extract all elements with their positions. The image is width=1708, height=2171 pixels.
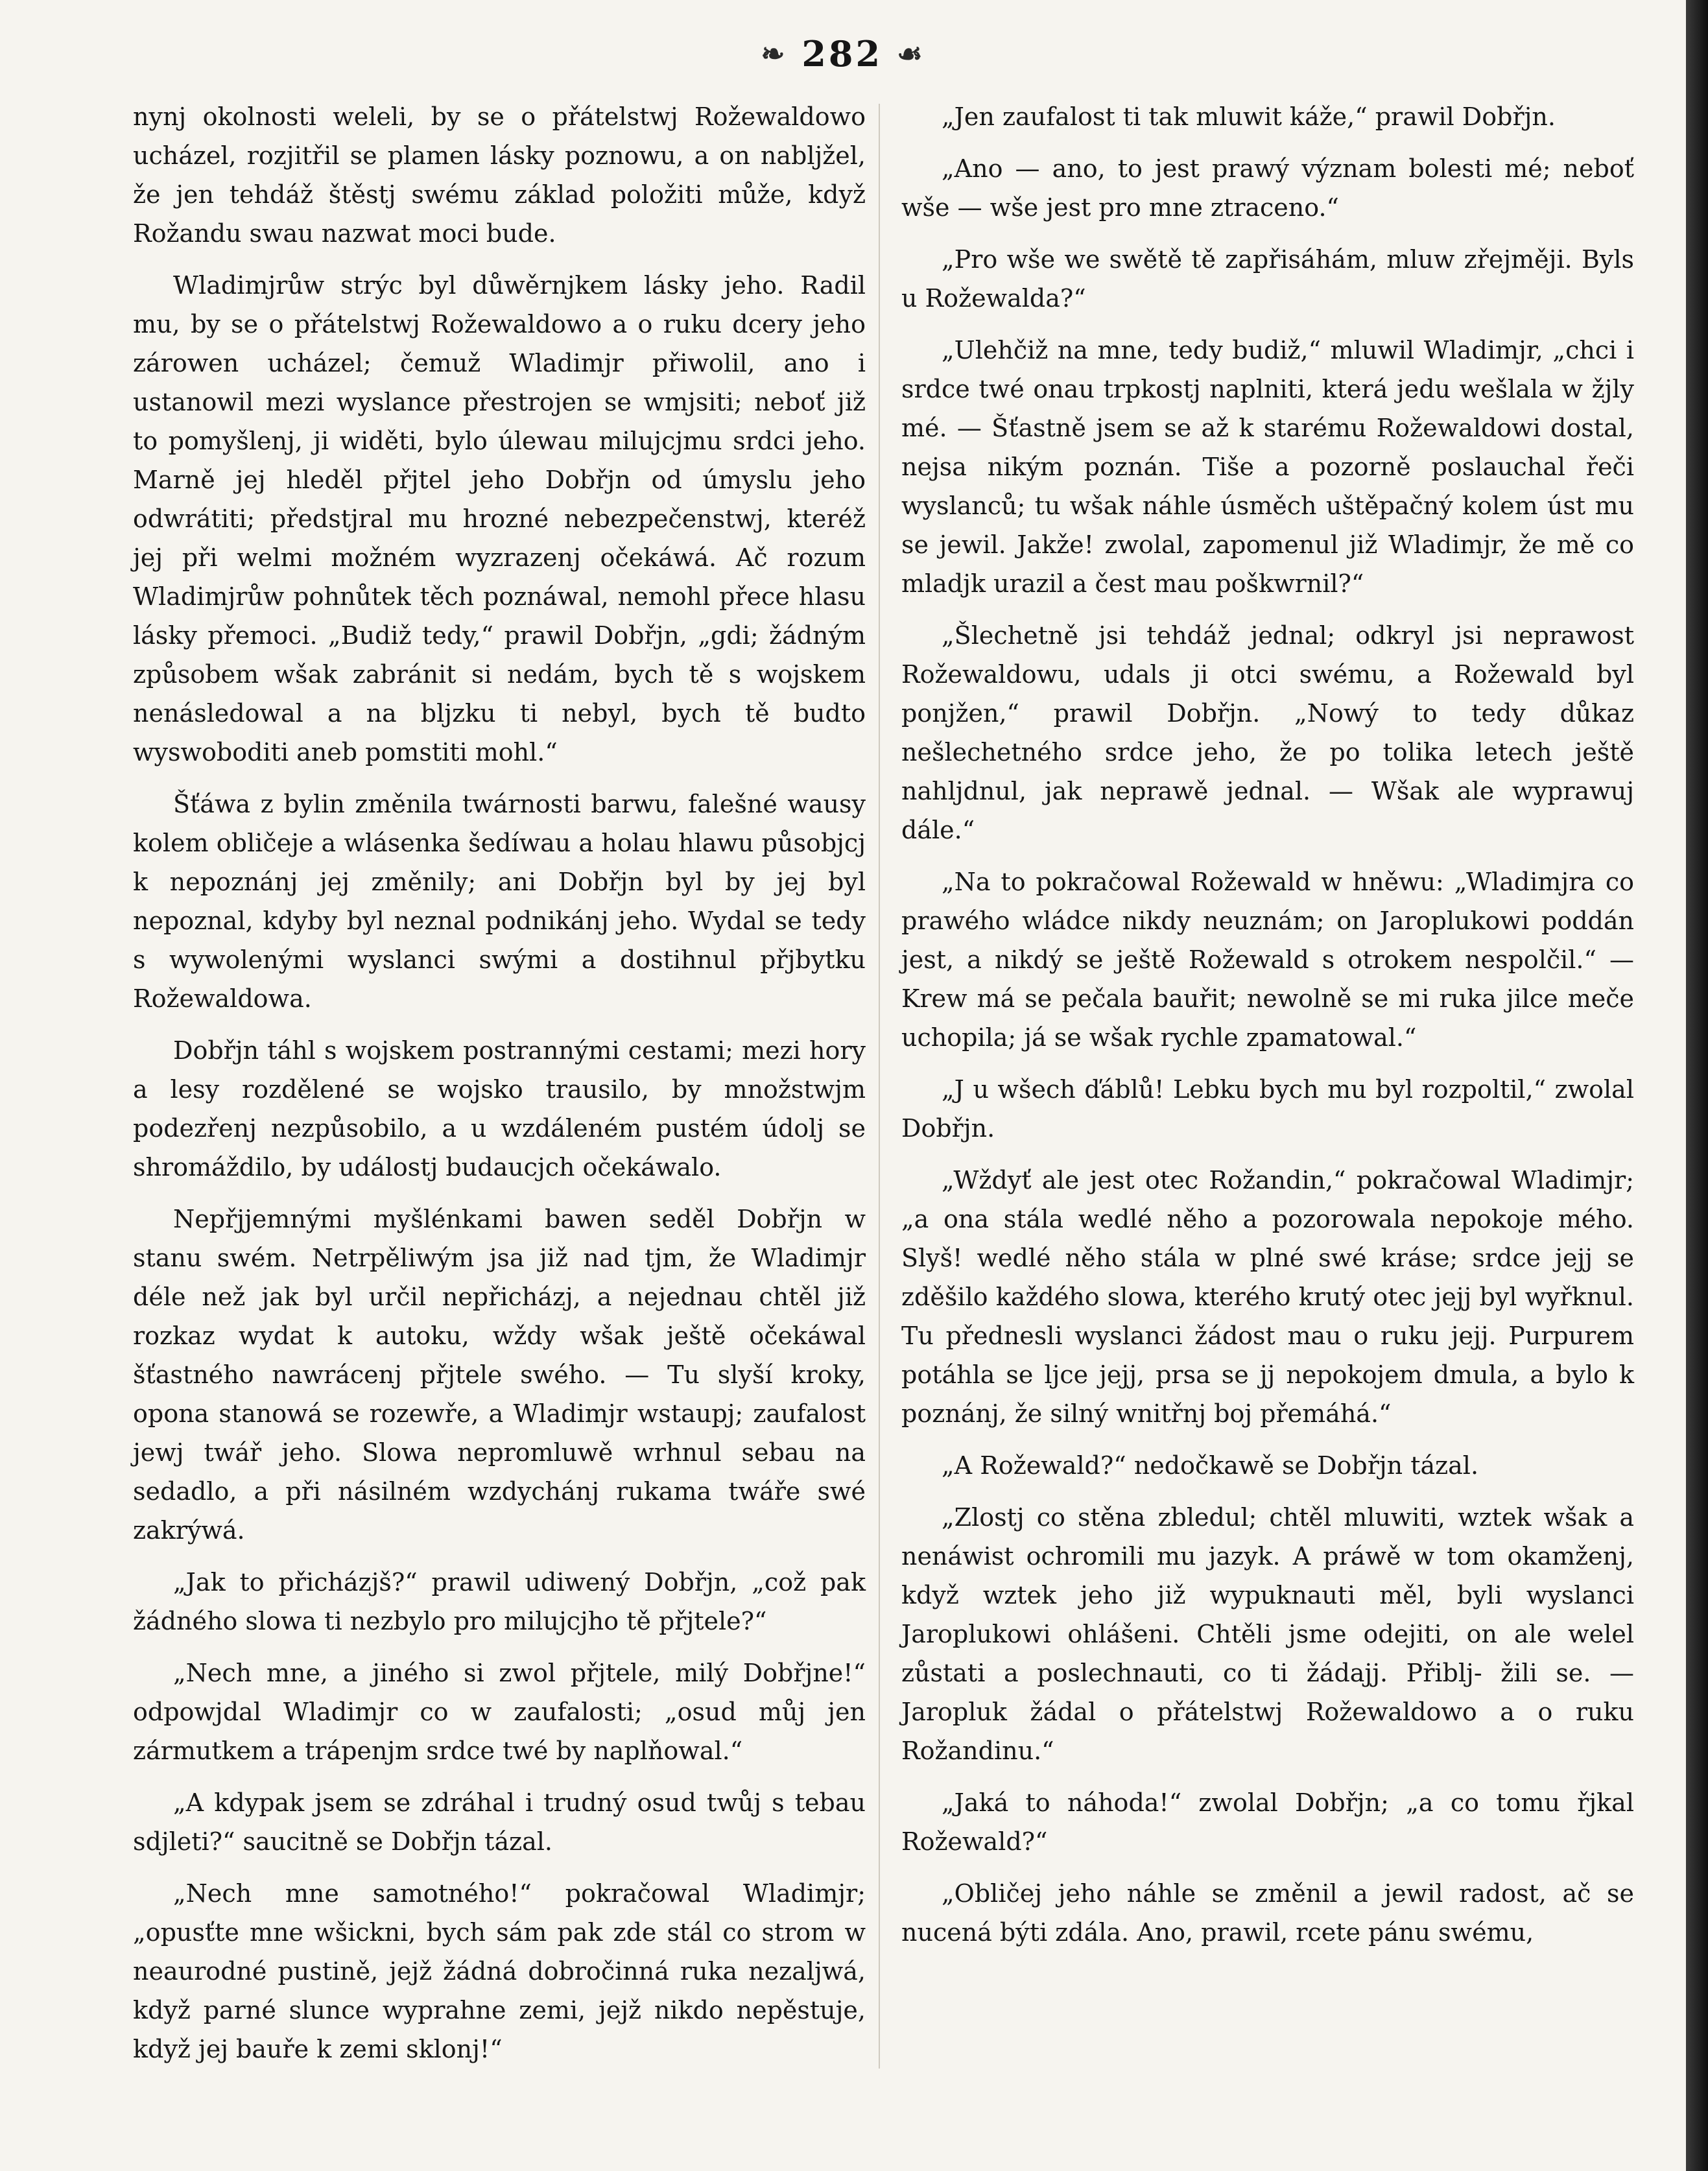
paragraph: „Jen zaufalost ti tak mluwit káže,“ prawil Dobřjn. [942,102,1556,131]
paragraph: „Jak to přicházjš?“ prawil udiwený Dobřjn, „což pak žádného slowa ti nezbylo pro milujcjho tě přjtele?“ [133,1568,866,1635]
page-header [0,31,1686,77]
paragraph: Dobřjn táhl s wojskem postrannými cestami; mezi hory a lesy rozdělené se wojsko trausilo, by množstwjm podezřenj nezpůsobilo, a u wzdáleném pustém údolj se shromáždilo, by událostj budaucjch očekáwalo. [133,1036,866,1181]
paragraph: „A Rožewald?“ nedočkawě se Dobřjn tázal. [942,1451,1479,1480]
paragraph: „Ano — ano, to jest prawý význam bolesti mé; neboť wše — wše jest pro mne ztraceno.“ [901,154,1634,222]
right-column [901,97,1634,1965]
paragraph: „A kdypak jsem se zdráhal i trudný osud twůj s tebau sdjleti?“ saucitně se Dobřjn tázal. [133,1788,866,1856]
paragraph: „Nech mne, a jiného si zwol přjtele, milý Dobřjne!“ odpowjdal Wladimjr co w zaufalosti; „osud můj jen zármutkem a trápenjm srdce twé by naplňowal.“ [133,1659,866,1765]
page-number: 282 [801,33,883,75]
ornament-right-icon: ☙ [897,38,925,71]
paragraph: Šťáwa z bylin změnila twárnosti barwu, falešné wausy kolem obličeje a wlásenka šedíwau a holau hlawu působjcj k nepoznánj jej změnily; ani Dobřjn byl by jej byl nepoznal, kdyby byl neznal podnikánj jeho. Wydal se tedy s wywolenými wyslanci swými a dostihnul přjbytku Rožewaldowa. [133,790,866,1013]
paragraph: „Jaká to náhoda!“ zwolal Dobřjn; „a co tomu řjkal Rožewald?“ [901,1788,1634,1856]
paragraph: „Šlechetně jsi tehdáž jednal; odkryl jsi neprawost Rožewaldowu, udals ji otci swému, a Rožewald byl ponjžen,“ prawil Dobřjn. „Nowý to tedy důkaz nešlechetného srdce jeho, že po tolika letech ještě nahljdnul, jak neprawě jednal. — Wšak ale wyprawuj dále.“ [901,621,1634,844]
paragraph: „Nech mne samotného!“ pokračowal Wladimjr; „opusťte mne wšickni, bych sám pak zde stál co strom w neaurodné pustině, jejž žádná dobročinná ruka nezaljwá, když parné slunce wyprahne zemi, jejž nikdo nepěstuje, když jej bauře k zemi sklonj!“ [133,1879,866,2063]
paragraph: „Wždyť ale jest otec Rožandin,“ pokračowal Wladimjr; „a ona stála wedlé něho a pozorowala nepokoje mého. Slyš! wedlé něho stála w plné swé kráse; srdce jejj se zděšilo každého slowa, kterého krutý otec jejj byl wyřknul. Tu přednesli wyslanci žádost mau o ruku jejj. Purpurem potáhla se ljce jejj, prsa se jj nepokojem dmula, a bylo k poznánj, že silný wnitřnj boj přemáhá.“ [901,1166,1634,1428]
left-column [133,97,866,2082]
paragraph: „J u wšech ďáblů! Lebku bych mu byl rozpoltil,“ zwolal Dobřjn. [901,1075,1634,1143]
paragraph: Nepřjjemnými myšlénkami bawen seděl Dobřjn w stanu swém. Netrpěliwým jsa již nad tjm, že Wladimjr déle než jak byl určil nepřicházj, a nejednau chtěl již rozkaz wydat k autoku, wždy wšak ještě očekáwal šťastného nawrácenj přjtele swého. — Tu slyší kroky, opona stanowá se rozewře, a Wladimjr wstaupj; zaufalost jewj twář jeho. Slowa nepromluwě wrhnul sebau na sedadlo, a při násilném wzdychánj rukama twáře swé zakrýwá. [133,1205,866,1545]
page-edge [1686,0,1708,2171]
paragraph: nynj okolnosti weleli, by se o přátelstwj Rožewaldowo ucházel, rozjitřil se plamen lásky poznowu, a on nabljžel, že jen tehdáž štěstj swému základ položiti může, když Rožandu swau nazwat moci bude. [133,102,866,248]
paragraph: Wladimjrůw strýc byl důwěrnjkem lásky jeho. Radil mu, by se o přátelstwj Rožewaldowo a o ruku dcery jeho zárowen ucházel; čemuž Wladimjr přiwolil, ano i ustanowil mezi wyslance přestrojen se wmjsiti; neboť již to pomyšlenj, ji widěti, bylo úlewau milujcjmu srdci jeho. Marně jej hleděl přjtel jeho Dobřjn od úmyslu jeho odwrátiti; předstjral mu hrozné nebezpečenstwj, kteréž jej při welmi možném wyzrazenj očekáwá. Ač rozum Wladimjrůw pohnůtek těch poznáwal, nemohl přece hlasu lásky přemoci. „Budiž tedy,“ prawil Dobřjn, „gdi; žádným způsobem wšak zabránit si nedám, bych tě s wojskem nenásledowal a na bljzku ti nebyl, bych tě budto wyswoboditi aneb pomstiti mohl.“ [133,271,866,766]
column-divider [879,104,880,2069]
paragraph: „Ulehčiž na mne, tedy budiž,“ mluwil Wladimjr, „chci i srdce twé onau trpkostj naplniti, která jedu wešlala w žjly mé. — Šťastně jsem se až k starému Rožewaldowi dostal, nejsa nikým poznán. Tiše a pozorně poslauchal řeči wyslanců; tu wšak náhle úsměch uštěpačný kolem úst mu se jewil. Jakže! zwolal, zapomenul již Wladimjr, že mě co mladjk urazil a čest mau poškwrnil?“ [901,336,1634,598]
ornament-left-icon: ❧ [761,38,788,71]
paragraph: „Obličej jeho náhle se změnil a jewil radost, ač se nucená býti zdála. Ano, prawil, rcete pánu swému, [901,1879,1634,1947]
paragraph: „Na to pokračowal Rožewald w hněwu: „Wladimjra co prawého wládce nikdy neuznám; on Jaroplukowi poddán jest, a nikdý se ještě Rožewald s otrokem nespolčil.“ — Krew má se pečala bauřit; newolně se mi ruka jilce meče uchopila; já se wšak rychle zpamatowal.“ [901,868,1634,1052]
paragraph: „Zlostj co stěna zbledul; chtěl mluwiti, wztek wšak a nenáwist ochromili mu jazyk. A práwě w tom okamženj, když wztek jeho již wypuknauti měl, byli wyslanci Jaroplukowi ohlášeni. Chtěli jsme odejiti, on ale welel zůstati a poslechnauti, co ti žádajj. Přiblj- žili se. — Jaropluk žádal o přátelstwj Rožewaldowo a o ruku Rožandinu.“ [901,1503,1634,1765]
paragraph: „Pro wše we swětě tě zapřisáhám, mluw zřejměji. Byls u Rožewalda?“ [901,245,1634,313]
